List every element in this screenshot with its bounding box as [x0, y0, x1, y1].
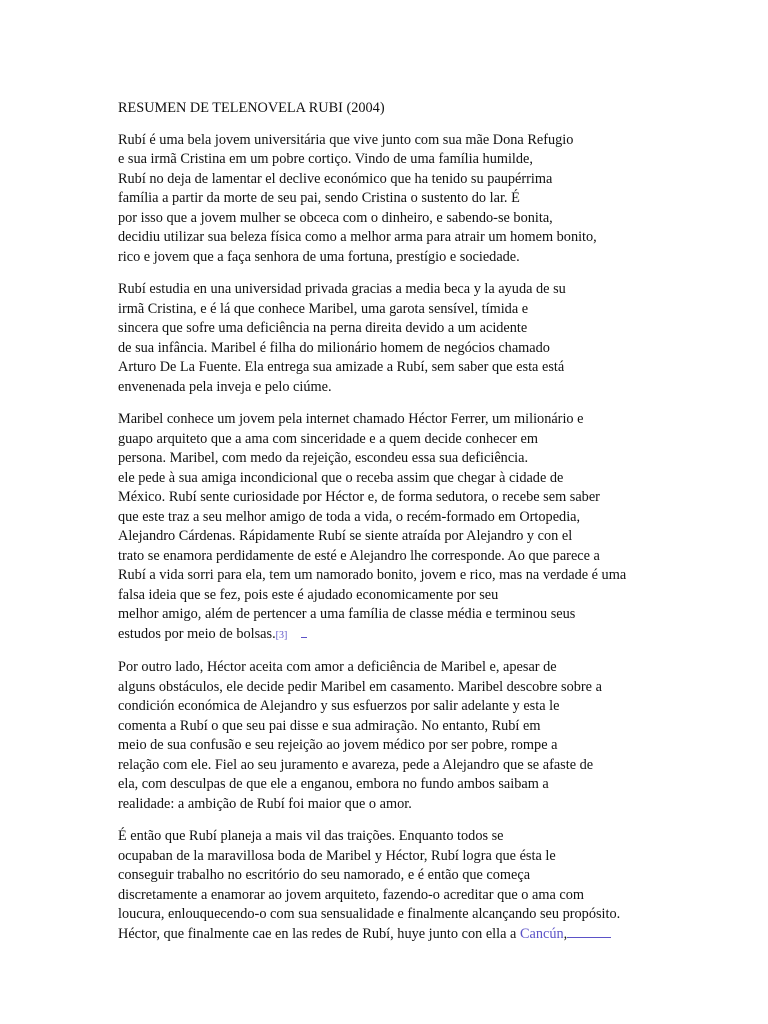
text-line: Maribel conhece um jovem pela internet chamado Héctor Ferrer, um milionário e: [118, 411, 584, 427]
text-line: Arturo De La Fuente. Ela entrega sua amizade a Rubí, sem saber que esta está: [118, 359, 565, 375]
text-line: trato se enamora perdidamente de esté e Alejandro lhe corresponde. Ao que parece a: [118, 547, 600, 564]
text-line: sincera que sofre uma deficiência na perna direita devido a um acidente: [118, 320, 528, 336]
text-line: ela, com desculpas de que ele a enganou, embora no fundo ambos saibam a: [118, 776, 549, 792]
text-line: estudos por meio de bolsas.: [118, 625, 276, 642]
reference-link[interactable]: [3]: [275, 629, 288, 641]
cancun-link[interactable]: Cancún: [519, 925, 564, 942]
text-line: Rubí é uma bela jovem universitária que vive junto com sua mãe Dona Refugio: [118, 131, 574, 148]
text-line: realidade: a ambição de Rubí foi maior que o amor.: [118, 795, 412, 812]
text-line: comenta a Rubí o que seu pai disse e sua admiração. No entanto, Rubí em: [118, 717, 541, 734]
text-line: ele pede à sua amiga incondicional que o receba assim que chegar à cidade de: [118, 469, 564, 486]
text-line: Alejandro Cárdenas. Rápidamente Rubí se siente atraída por Alejandro y con el: [118, 528, 573, 544]
text-line: É então que Rubí planeja a mais vil das traições. Enquanto todos se: [118, 828, 504, 844]
link-underline-blank: [567, 925, 611, 938]
text-line: de sua infância. Maribel é filha do milionário homem de negócios chamado: [118, 339, 550, 356]
text-line: Rubí no deja de lamentar el declive económico que ha tenido su paupérrima: [118, 170, 553, 187]
text-line: Rubí estudia en una universidad privada gracias a media beca y la ayuda de su: [118, 281, 566, 297]
document-title: RESUMEN DE TELENOVELA RUBI (2004): [118, 100, 385, 116]
paragraph-1: [118, 131, 658, 268]
text-line: melhor amigo, além de pertencer a uma família de classe média e terminou seus: [118, 606, 576, 622]
text-line: relação com ele. Fiel ao seu juramento e avareza, pede a Alejandro que se afaste de: [118, 756, 594, 773]
text-line: e sua irmã Cristina em um pobre cortiço. Vindo de uma família humilde,: [118, 151, 533, 167]
paragraph-3: [118, 410, 658, 645]
text-line: México. Rubí sente curiosidade por Héctor e, de forma sedutora, o recebe sem saber: [118, 489, 600, 505]
text-line: envenenada pela inveja e pelo ciúme.: [118, 378, 332, 395]
text-line: falsa ideia que se fez, pois este é ajudado economicamente por seu: [118, 586, 499, 603]
text-line: conseguir trabalho no escritório do seu namorado, e é então que começa: [118, 867, 531, 883]
text-line: Rubí a vida sorri para ela, tem um namorado bonito, jovem e rico, mas na verdade é uma: [118, 567, 627, 583]
text-line: Héctor, que finalmente cae en las redes de Rubí, huye junto con ella a: [118, 925, 520, 942]
text-line: loucura, enlouquecendo-o com sua sensualidade e finalmente alcançando seu propósito.: [118, 906, 621, 922]
text-line: condición económica de Alejandro y sus esfuerzos por salir adelante y esta le: [118, 698, 560, 714]
text-line: que este traz a seu melhor amigo de toda a vida, o recém-formado em Ortopedia,: [118, 508, 581, 525]
text-line: persona. Maribel, com medo da rejeição, escondeu essa sua deficiência.: [118, 450, 529, 466]
text-line: alguns obstáculos, ele decide pedir Maribel em casamento. Maribel descobre sobre a: [118, 678, 602, 695]
text-line: meio de sua confusão e seu rejeição ao jovem médico por ser pobre, rompe a: [118, 737, 558, 753]
text-line: rico e jovem que a faça senhora de uma fortuna, prestígio e sociedade.: [118, 248, 520, 265]
paragraph-5: [118, 827, 658, 944]
text-line: decidiu utilizar sua beleza física como a melhor arma para atrair um homem bonito,: [118, 229, 597, 245]
text-line: por isso que a jovem mulher se obceca com o dinheiro, e sabendo-se bonita,: [118, 209, 553, 226]
link-suffix: ,: [563, 925, 568, 942]
text-line: família a partir da morte de seu pai, sendo Cristina o sustento do lar. É: [118, 190, 520, 206]
text-line: discretamente a enamorar ao jovem arquiteto, fazendo-o acreditar que o ama com: [118, 886, 585, 903]
link-underline-dash: [301, 625, 307, 638]
text-line-with-link: [118, 925, 658, 945]
text-line: Por outro lado, Héctor aceita com amor a deficiência de Maribel e, apesar de: [118, 659, 557, 675]
paragraph-2: [118, 280, 658, 397]
text-line: guapo arquiteto que a ama com sinceridade e a quem decide conhecer em: [118, 430, 538, 447]
document-page: [118, 99, 658, 957]
text-line-with-reference: [118, 625, 658, 646]
paragraph-4: [118, 658, 658, 814]
text-line: irmã Cristina, e é lá que conhece Maribel, uma garota sensível, tímida e: [118, 300, 529, 317]
text-line: ocupaban de la maravillosa boda de Maribel y Héctor, Rubí logra que ésta le: [118, 847, 556, 864]
